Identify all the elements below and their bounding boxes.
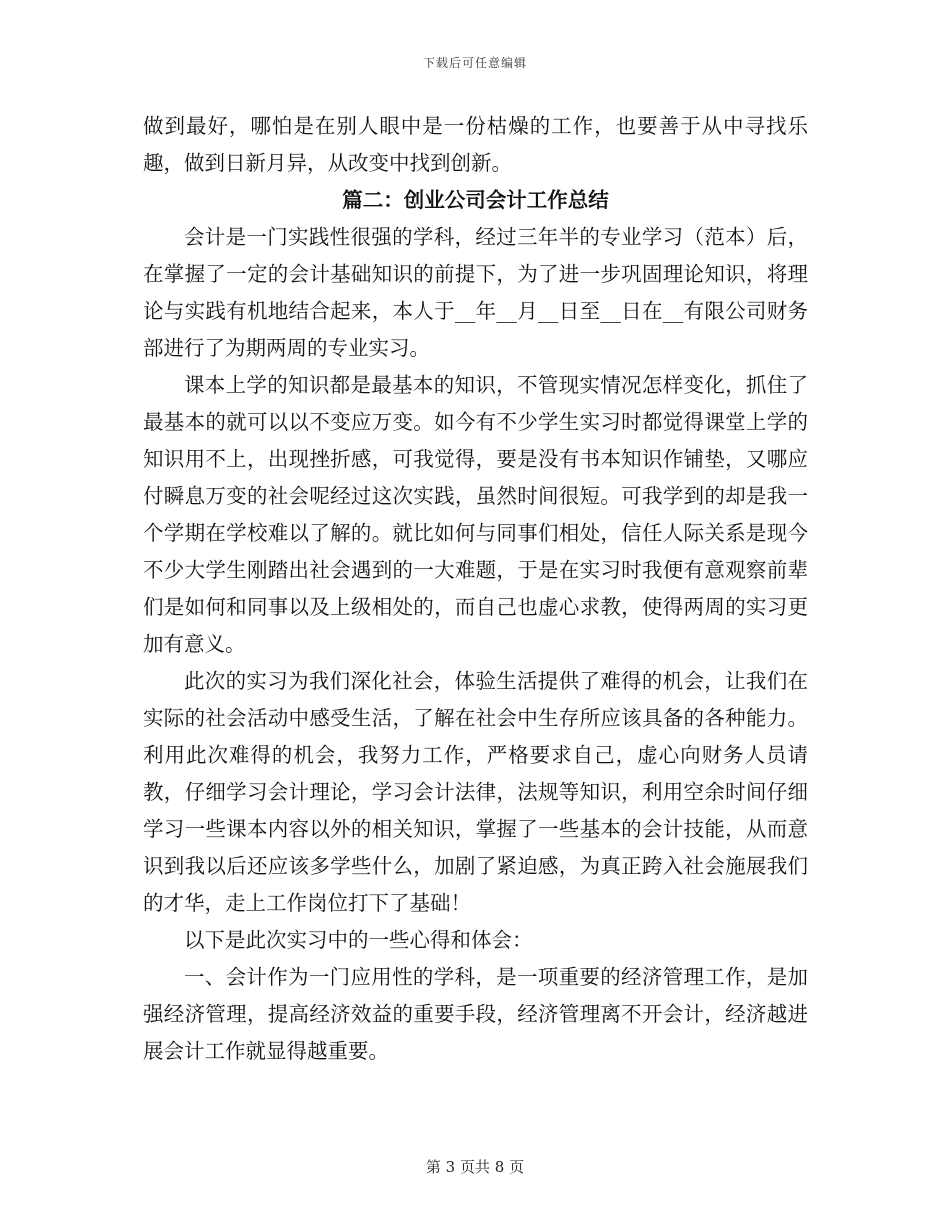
page-number-footer: 第 3 页共 8 页: [425, 1158, 525, 1176]
continuation-paragraph: 做到最好，哪怕是在别人眼中是一份枯燥的工作，也要善于从中寻找乐趣，做到日新月异，从改变中找到创新。: [143, 114, 808, 175]
page-header-note: 下载后可任意编辑: [422, 56, 527, 70]
paragraph-point-one: 一、会计作为一门应用性的学科，是一项重要的经济管理工作，是加强经济管理，提高经济效益的重要手段，经济管理离不开会计，经济越进展会计工作就显得越重要。: [143, 965, 808, 1063]
paragraph-textbook-knowledge: 课本上学的知识都是最基本的知识，不管现实情况怎样变化，抓住了最基本的就可以以不变应万变。如今有不少学生实习时都觉得课堂上学的知识用不上，出现挫折感，可我觉得，要是没有书本知识作铺垫，又哪应付瞬息万变的社会呢经过这次实践，虽然时间很短。可我学到的却是我一个学期在学校难以了解的。就比如何与同事们相处，信任人际关系是现今不少大学生刚踏出社会遇到的一大难题，于是在实习时我便有意观察前辈们是如何和同事以及上级相处的，而自己也虚心求教，使得两周的实习更加有意义。: [143, 373, 808, 656]
section-title: 篇二：创业公司会计工作总结: [342, 188, 609, 212]
paragraph-reflections-intro: 以下是此次实习中的一些心得和体会：: [184, 928, 533, 952]
paragraph-internship-value: 此次的实习为我们深化社会，体验生活提供了难得的机会，让我们在实际的社会活动中感受生活，了解在社会中生存所应该具备的各种能力。利用此次难得的机会，我努力工作，严格要求自己，虚心向财务人员请教，仔细学习会计理论，学习会计法律，法规等知识，利用空余时间仔细学习一些课本内容以外的相关知识，掌握了一些基本的会计技能，从而意识到我以后还应该多学些什么，加剧了紧迫感，为真正跨入社会施展我们的才华，走上工作岗位打下了基础！: [143, 669, 808, 915]
paragraph-intro: 会计是一门实践性很强的学科，经过三年半的专业学习（范本）后，在掌握了一定的会计基础知识的前提下，为了进一步巩固理论知识，将理论与实践有机地结合起来，本人于__年__月__日至__日在__有限公司财务部进行了为期两周的专业实习。: [143, 225, 808, 360]
document-body: [143, 108, 808, 1070]
